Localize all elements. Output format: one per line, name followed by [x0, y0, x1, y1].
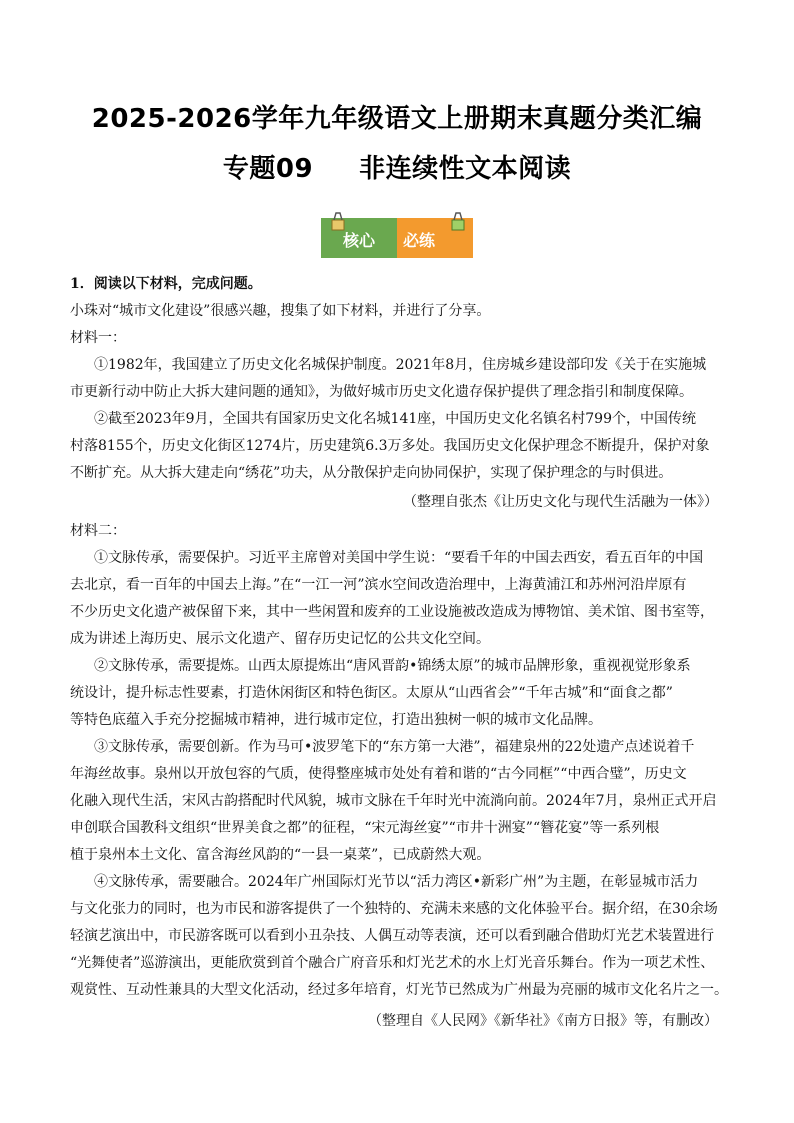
- material2-line: 成为讲述上海历史、展示文化遗产、留存历史记忆的公共文化空间。: [70, 631, 490, 647]
- material1-source: （整理自张杰《让历史文化与现代生活融为一体》）: [403, 494, 718, 510]
- material2-line: 植于泉州本土文化、富含海丝风韵的“一县一桌菜”，已成蔚然大观。: [70, 847, 491, 863]
- question-heading: 1．阅读以下材料，完成问题。: [70, 276, 262, 292]
- material1-line: 村落8155个，历史文化街区1274片，历史建筑6.3万多处。我国历史文化保护理念不断提升，保护对象: [70, 438, 710, 454]
- topic-number: 专题09: [222, 154, 314, 184]
- material2-line: 与文化张力的同时，也为市民和游客提供了一个独特的、充满未来感的文化体验平台。据介绍，在30余场: [70, 901, 718, 917]
- material2-line: 轻演艺演出中，市民游客既可以看到小丑杂技、人偶互动等表演，还可以看到融合借助灯光艺术装置进行: [70, 928, 714, 944]
- badge-right-label: 必练: [403, 231, 436, 250]
- material2-line: 化融入现代生活，宋风古韵搭配时代风貌，城市文脉在千年时光中流淌向前。2024年7月，泉州正式开启: [70, 793, 717, 809]
- material2-line: 统设计，提升标志性要素，打造休闲街区和特色街区。太原从“山西省会”“千年古城”和“面食之都”: [70, 685, 673, 701]
- material2-label: 材料二：: [70, 523, 126, 539]
- document-subtitle: [0, 148, 794, 185]
- material1-line: 市更新行动中防止大拆大建问题的通知》，为做好城市历史文化遗存保护提供了理念指引和制度保障。: [70, 384, 693, 400]
- material2-line: 不少历史文化遗产被保留下来，其中一些闲置和废弃的工业设施被改造成为博物馆、美术馆、图书室等，: [70, 604, 714, 620]
- material2-line: 年海丝故事。泉州以开放包容的气质，使得整座城市处处有着和谐的“古今同框”“中西合璧”，历史文: [70, 766, 687, 782]
- question-intro: 小珠对“城市文化建设”很感兴趣，搜集了如下材料，并进行了分享。: [70, 303, 491, 319]
- material1-label: 材料一：: [70, 330, 126, 346]
- material1-line: ②截至2023年9月，全国共有国家历史文化名城141座，中国历史文化名镇名村799个，中国传统: [94, 411, 696, 427]
- material1-line: ①1982年，我国建立了历史文化名城保护制度。2021年8月，住房城乡建设部印发《关于在实施城: [94, 357, 707, 373]
- material1-line: 不断扩充。从大拆大建走向“绣花”功夫，从分散保护走向协同保护，实现了保护理念的与时俱进。: [70, 465, 673, 481]
- binder-clip-icon: [449, 212, 467, 232]
- material2-line: 申创联合国教科文组织“世界美食之都”的征程，“宋元海丝宴”“市井十洲宴”“簪花宴”等一系列根: [70, 820, 660, 836]
- material2-line: 去北京，看一百年的中国去上海。”在“一江一河”滨水空间改造治理中，上海黄浦江和苏州河沿岸原有: [70, 577, 687, 593]
- material2-line: ②文脉传承，需要提炼。山西太原提炼出“唐风晋韵•锦绣太原”的城市品牌形象，重视视觉形象系: [94, 658, 691, 674]
- material2-line: 观赏性、互动性兼具的大型文化活动，经过多年培育，灯光节已然成为广州最为亮丽的城市文化名片之一。: [70, 982, 728, 998]
- badge-left-label: 核心: [343, 231, 376, 250]
- material2-line: ③文脉传承，需要创新。作为马可•波罗笔下的“东方第一大港”，福建泉州的22处遗产点述说着千: [94, 739, 695, 755]
- material2-line: 等特色底蕴入手充分挖掘城市精神，进行城市定位，打造出独树一帜的城市文化品牌。: [70, 712, 602, 728]
- material2-source: （整理自《人民网》《新华社》《南方日报》等，有删改）: [368, 1013, 718, 1029]
- document-title: 2025-2026学年九年级语文上册期末真题分类汇编: [91, 104, 703, 134]
- material2-line: “光舞使者”巡游演出，更能欣赏到首个融合广府音乐和灯光艺术的水上灯光音乐舞台。作为一项艺术性、: [70, 955, 715, 971]
- topic-name: 非连续性文本阅读: [359, 154, 572, 184]
- core-practice-badge: [321, 212, 473, 258]
- material2-line: ①文脉传承，需要保护。习近平主席曾对美国中学生说：“要看千年的中国去西安，看五百年的中国: [94, 550, 704, 566]
- material2-line: ④文脉传承，需要融合。2024年广州国际灯光节以“活力湾区•新彩广州”为主题，在彰显城市活力: [94, 874, 699, 890]
